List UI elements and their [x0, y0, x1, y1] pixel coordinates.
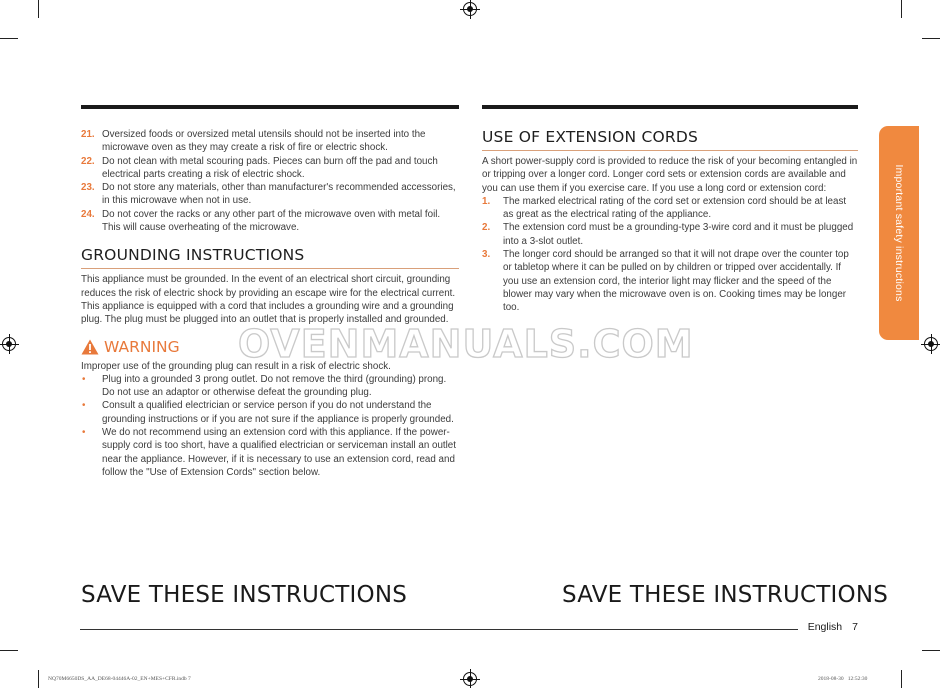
list-item — [81, 155, 459, 182]
bullet-icon: • — [82, 373, 86, 385]
warning-label: WARNING — [104, 337, 180, 356]
item-text: The extension cord must be a grounding-type 3-wire cord and it must be plugged into a 3-slot outlet. — [503, 222, 854, 247]
item-number: 23. — [81, 182, 95, 194]
bullet-text: We do not recommend using an extension cord with this appliance. If the power-supply cord is too short, have a qualified electrician or serviceman install an outlet near the appliance. However, if it is necessary to use an extension cord, read and follow the "Use of Extension Cords" section below. — [102, 427, 456, 478]
save-instructions-right: SAVE THESE INSTRUCTIONS — [562, 582, 889, 608]
save-instructions-left: SAVE THESE INSTRUCTIONS — [81, 582, 408, 608]
item-text: The longer cord should be arranged so that it will not drape over the counter top or tabletop where it can be pulled on by children or tripped over accidentally. If you use an extension cord, the interior light may flicker and the speed of the blower may vary when the microwave oven is on. Cooking times may be longer too. — [503, 249, 849, 314]
list-item — [81, 181, 459, 208]
crop-mark — [38, 670, 39, 688]
grounding-body: This appliance must be grounded. In the event of an electrical short circuit, grounding reduces the risk of electric shock by providing an escape wire for the electrical current. This appliance is equipped with a cord that includes a grounding wire and a grounding plug. The plug must be plugged into an outlet that is properly installed and grounded. — [81, 274, 456, 326]
heading-rule — [81, 268, 459, 269]
item-number: 24. — [81, 208, 95, 220]
extension-cords-heading: USE OF EXTENSION CORDS — [482, 128, 699, 146]
crop-mark — [0, 38, 18, 39]
footer-rule — [80, 629, 798, 630]
numbered-list — [482, 195, 858, 315]
extension-intro: A short power-supply cord is provided to reduce the risk of your becoming entangled in or tripping over a longer cord. Longer cord sets or extension cords are available and you can use them if you exercise care. If you use a long cord or extension cord: — [482, 156, 858, 194]
registration-mark-icon — [924, 337, 938, 351]
section-tab-label: Important safety instructions — [893, 164, 905, 302]
registration-mark-icon — [463, 672, 477, 686]
item-text: Do not clean with metal scouring pads. Pieces can burn off the pad and touch electrical parts creating a risk of electric shock. — [102, 155, 438, 180]
warning-bullets — [81, 373, 459, 479]
crop-mark — [922, 650, 940, 651]
list-item — [482, 248, 858, 314]
item-number: 22. — [81, 155, 95, 167]
item-number: 2. — [482, 222, 491, 234]
warning-triangle-icon — [81, 339, 99, 355]
bullet-text: Plug into a grounded 3 prong outlet. Do not remove the third (grounding) prong. Do not use an adaptor or otherwise defeat the grounding plug. — [102, 373, 447, 399]
item-text: Do not cover the racks or any other part of the microwave oven with metal foil. This will cause overheating of the microwave. — [102, 208, 441, 234]
left-column — [81, 105, 459, 479]
item-number: 1. — [482, 195, 491, 207]
page-footer — [808, 621, 858, 633]
bullet-icon: • — [82, 400, 86, 412]
column-top-bar — [482, 105, 858, 109]
list-item — [482, 221, 858, 248]
bullet-item — [81, 426, 459, 479]
item-text: Oversized foods or oversized metal utensils should not be inserted into the microwave oven as they may create a risk of fire or electric shock. — [102, 129, 426, 154]
list-item — [81, 208, 459, 235]
crop-mark — [901, 670, 902, 688]
print-slug-date: 2018-08-30 12:52:30 — [818, 676, 868, 682]
item-number: 3. — [482, 249, 491, 261]
crop-mark — [901, 0, 902, 18]
item-text: Do not store any materials, other than manufacturer's recommended accessories, in this microwave when not in use. — [102, 182, 456, 207]
column-top-bar — [81, 105, 459, 109]
numbered-list — [81, 128, 459, 234]
grounding-heading: GROUNDING INSTRUCTIONS — [81, 246, 305, 265]
heading-rule — [482, 150, 858, 151]
list-item — [482, 195, 858, 222]
registration-mark-icon — [2, 337, 16, 351]
bullet-icon: • — [82, 427, 86, 439]
registration-mark-icon — [463, 2, 477, 16]
crop-mark — [0, 650, 18, 651]
bullet-text: Consult a qualified electrician or service person if you do not understand the grounding instructions or if you are not sure if the appliance is properly grounded. — [102, 400, 454, 425]
warning-intro: Improper use of the grounding plug can result in a risk of electric shock. — [81, 360, 391, 372]
footer-language: English — [807, 621, 843, 633]
print-slug-file: NQ70M6650DS_AA_DE68-04446A-02_EN+MES+CFR.indb 7 — [48, 676, 191, 682]
list-item — [81, 128, 459, 155]
right-column — [482, 105, 858, 315]
crop-mark — [922, 38, 940, 39]
watermark: OVENMANUALS.COM — [238, 322, 694, 366]
item-text: The marked electrical rating of the cord set or extension cord should be at least as great as the electrical rating of the appliance. — [503, 195, 847, 221]
bullet-item — [81, 399, 459, 426]
page-number: 7 — [852, 621, 858, 633]
crop-mark — [38, 0, 39, 18]
item-number: 21. — [81, 129, 95, 140]
bullet-item — [81, 373, 459, 400]
